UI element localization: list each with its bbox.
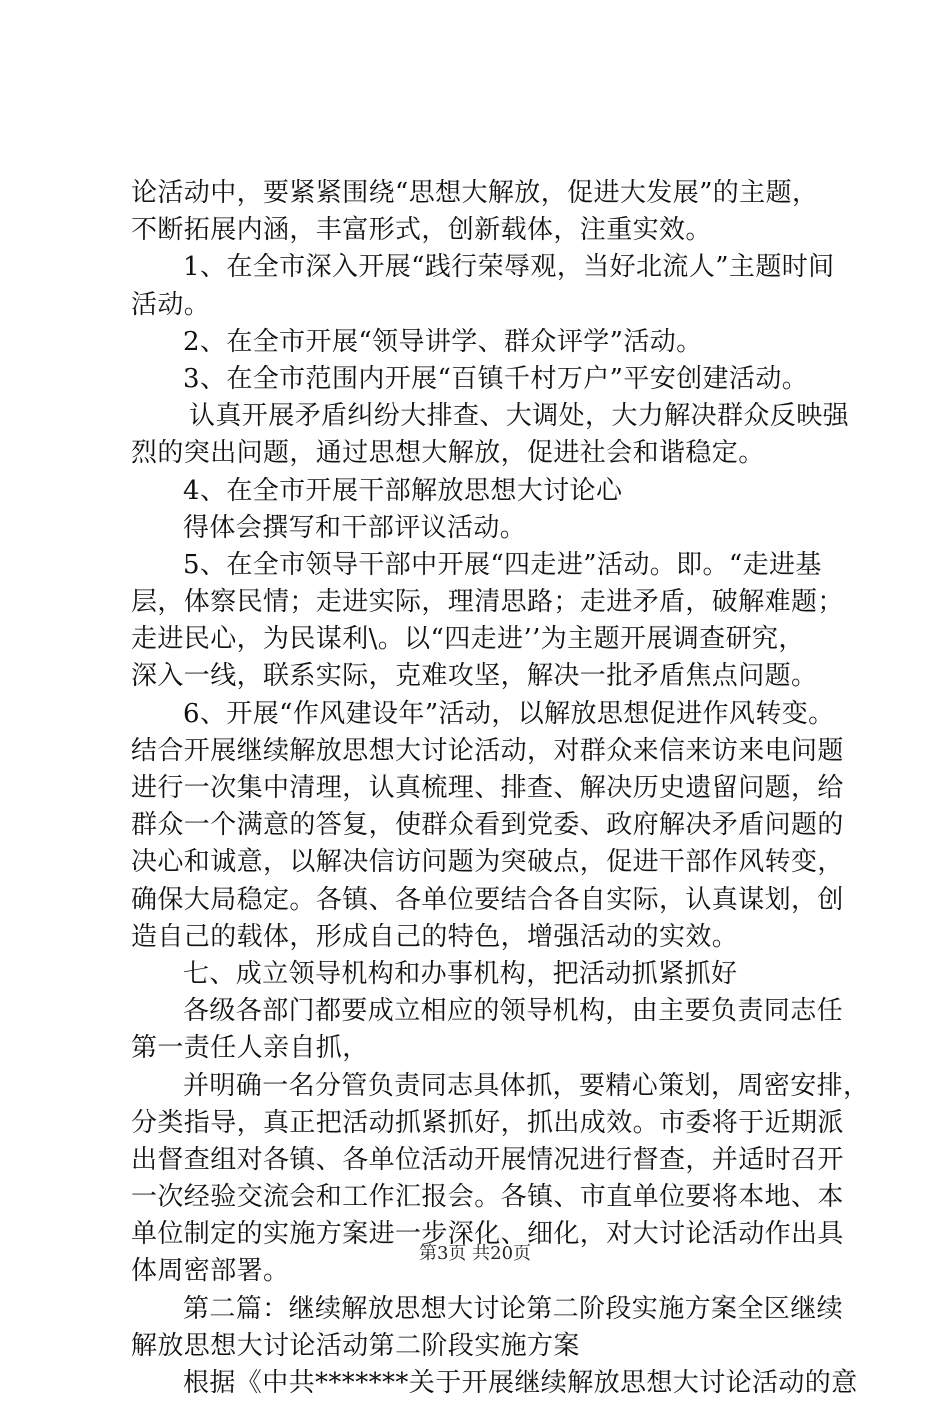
text-line: 层，体察民情；走进实际，理清思路；走进矛盾，破解难题； [131,587,844,618]
page-footer: 第3页 共20页 [418,1243,532,1264]
text-line: 各级各部门都要成立相应的领导机构，由主要负责同志任 [183,996,844,1027]
body-text [131,175,870,1402]
text-line: 认真开展矛盾纠纷大排查、大调处，大力解决群众反映强 [189,401,850,432]
text-line: 6、开展“作风建设年”活动，以解放思想促进作风转变。 [183,698,835,729]
text-line: 1、在全市深入开展“践行荣辱观，当好北流人”主题时间 [183,252,835,283]
text-line: 决心和诚意，以解决信访问题为突破点，促进干部作风转变， [131,847,844,878]
chapter-heading: 第二篇：继续解放思想大讨论第二阶段实施方案全区继续 [183,1293,844,1324]
text-line: 出督查组对各镇、各单位活动开展情况进行督查，并适时召开 [131,1144,844,1175]
text-line: 走进民心，为民谋利\。以“四走进’’为主题开展调查研究， [131,624,805,655]
text-line: 4、在全市开展干部解放思想大讨论心 [183,475,623,506]
text-line: 并明确一名分管负责同志具体抓，要精心策划，周密安排， [183,1070,870,1101]
section-heading: 七、成立领导机构和办事机构，把活动抓紧抓好 [183,958,738,989]
text-line: 群众一个满意的答复，使群众看到党委、政府解决矛盾问题的 [131,810,844,841]
text-line: 论活动中，要紧紧围绕“思想大解放，促进大发展”的主题， [131,178,819,208]
text-line: 烈的突出问题，通过思想大解放，促进社会和谐稳定。 [131,438,765,469]
text-line: 2、在全市开展“领导讲学、群众评学”活动。 [183,326,703,357]
text-line: 确保大局稳定。各镇、各单位要结合各自实际，认真谋划，创 [131,884,844,915]
text-line: 进行一次集中清理，认真梳理、排查、解决历史遗留问题，给 [131,773,844,803]
text-line: 不断拓展内涵，丰富形式，创新载体，注重实效。 [131,215,712,246]
text-line: 根据《中共*******关于开展继续解放思想大讨论活动的意 [183,1368,858,1398]
text-line: 3、在全市范围内开展“百镇千村万户”平安创建活动。 [183,363,809,394]
text-line: 体周密部署。 [131,1256,290,1287]
text-line: 得体会撰写和干部评议活动。 [183,512,527,543]
text-line: 深入一线，联系实际，克难攻坚，解决一批矛盾焦点问题。 [131,661,818,692]
text-line: 分类指导，真正把活动抓紧抓好，抓出成效。市委将于近期派 [131,1107,844,1138]
text-line: 单位制定的实施方案进一步深化、细化，对大讨论活动作出具 [131,1219,844,1250]
text-line: 一次经验交流会和工作汇报会。各镇、市直单位要将本地、本 [131,1182,844,1213]
chapter-heading: 解放思想大讨论活动第二阶段实施方案 [131,1330,580,1361]
text-line: 5、在全市领导干部中开展“四走进”活动。即。“走进基 [183,549,822,580]
text-line: 造自己的载体，形成自己的特色，增强活动的实效。 [131,921,739,952]
text-line: 活动。 [131,289,211,320]
text-line: 第一责任人亲自抓， [131,1033,369,1064]
text-line: 结合开展继续解放思想大讨论活动，对群众来信来访来电问题 [131,735,844,766]
